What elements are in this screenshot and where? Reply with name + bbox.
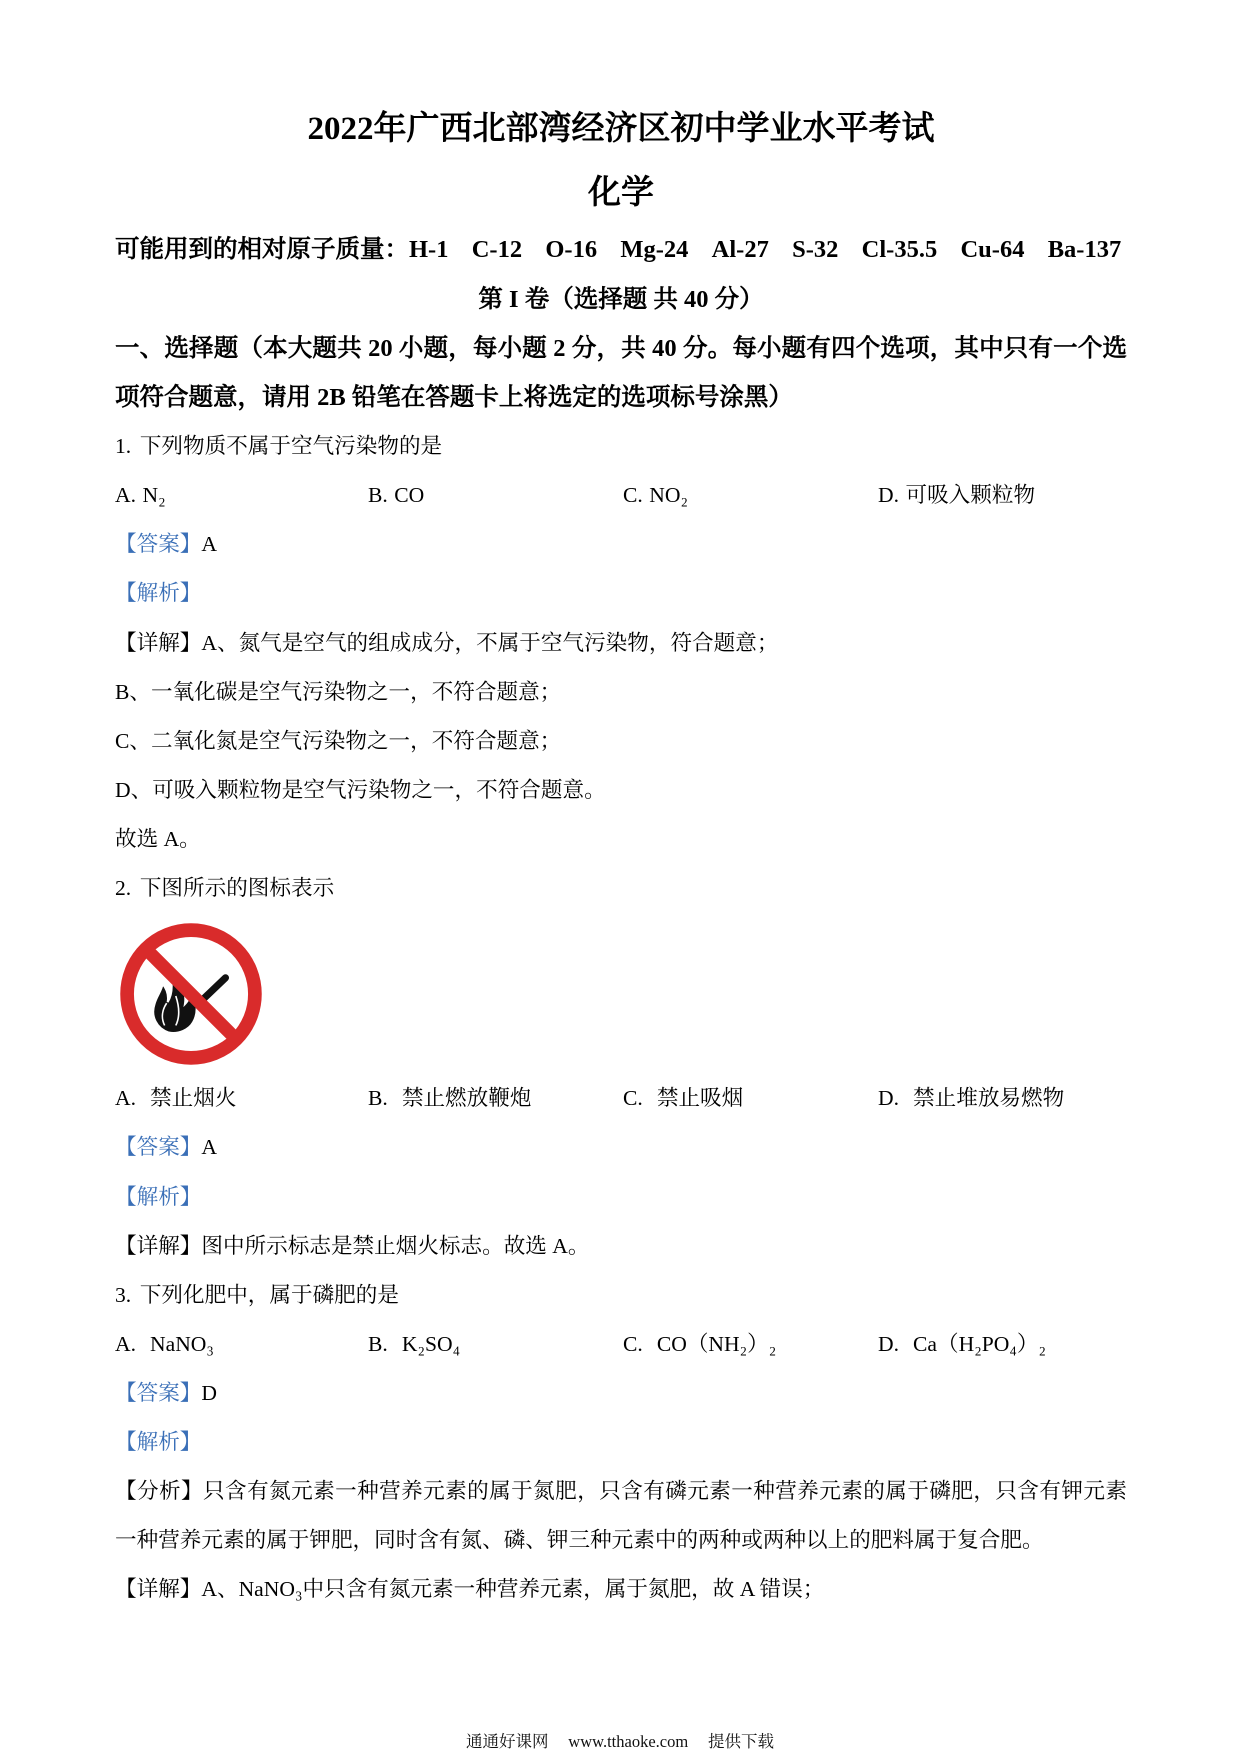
question-1: [115, 422, 1127, 864]
page-footer: [0, 1731, 1240, 1753]
option-d: [878, 1074, 1127, 1123]
option-b: [368, 1320, 623, 1369]
detail-line: C、二氧化氮是空气污染物之一，不符合题意；: [115, 728, 562, 753]
reasoning-label: 【分析】: [115, 1479, 204, 1504]
option-d: [878, 1320, 1127, 1369]
detail-text: A、氮气是空气的组成成分，不属于空气污染物，符合题意；: [201, 630, 779, 655]
option-label: A.: [115, 483, 136, 508]
question-number: 2.: [115, 876, 132, 901]
answer-line: [115, 1123, 1127, 1172]
options-row: [115, 1074, 1127, 1123]
answer-value: A: [201, 1135, 217, 1160]
option-label: A.: [115, 1331, 136, 1356]
analysis-label: 【解析】: [115, 1184, 202, 1209]
option-text: K₂SO₄: [401, 1331, 461, 1356]
answer-label: 【答案】: [115, 532, 202, 557]
detail-line: [115, 1565, 1127, 1614]
detail-line: [115, 1222, 1127, 1271]
option-label: B.: [368, 1331, 388, 1356]
atomic-mass: Mg-24: [620, 236, 689, 263]
reasoning-line: [115, 1467, 1127, 1516]
option-a: [115, 1074, 368, 1123]
exam-title: 2022年广西北部湾经济区初中学业水平考试: [307, 111, 935, 147]
question-number: 3.: [115, 1282, 132, 1307]
option-label: B.: [368, 1086, 388, 1111]
atomic-mass: Cl-35.5: [861, 236, 938, 263]
option-a: [115, 471, 368, 520]
no-fire-sign-icon: [120, 923, 262, 1065]
section-heading: [115, 324, 1127, 422]
question-text: 下列物质不属于空气污染物的是: [139, 434, 443, 459]
option-text: 可吸入颗粒物: [905, 483, 1036, 508]
option-label: D.: [878, 1086, 899, 1111]
atomic-mass: Cu-64: [960, 236, 1025, 263]
footer-url: www.tthaoke.com: [568, 1732, 689, 1751]
atomic-mass: Al-27: [711, 236, 769, 263]
option-text: NO₂: [649, 483, 688, 508]
conclusion-line: 故选 A。: [115, 826, 201, 851]
option-label: B.: [368, 483, 388, 508]
question-stem: [115, 422, 1127, 471]
option-text: 禁止燃放鞭炮: [401, 1086, 532, 1111]
option-text: N₂: [142, 483, 166, 508]
atomic-masses-label: 可能用到的相对原子质量：: [115, 236, 409, 263]
option-text: NaNO₃: [150, 1331, 214, 1356]
question-3: [115, 1271, 1127, 1615]
answer-line: [115, 520, 1127, 569]
atomic-mass: Ba-137: [1047, 236, 1122, 263]
detail-text: A、NaNO₃中只含有氮元素一种营养元素，属于氮肥，故 A 错误；: [201, 1577, 825, 1602]
answer-value: A: [201, 532, 217, 557]
question-number: 1.: [115, 434, 132, 459]
atomic-mass: H-1: [409, 236, 449, 263]
reasoning-text: 只含有氮元素一种营养元素的属于氮肥，只含有磷元素一种营养元素的属于磷肥，只含有钾元素: [203, 1479, 1127, 1504]
atomic-mass: S-32: [792, 236, 839, 263]
analysis-line: [115, 1173, 1127, 1222]
option-label: C.: [623, 1086, 643, 1111]
option-b: [368, 471, 623, 520]
subject-title: 化学: [588, 175, 654, 211]
question-text: 下图所示的图标表示: [139, 876, 335, 901]
option-label: D.: [878, 1331, 899, 1356]
option-text: CO（NH₂）₂: [656, 1331, 777, 1356]
part-heading: 第 I 卷（选择题 共 40 分）: [478, 286, 764, 313]
option-label: D.: [878, 483, 899, 508]
option-a: [115, 1320, 368, 1369]
document-body: [115, 97, 1127, 1614]
footer-suffix: 提供下载: [708, 1732, 774, 1751]
detail-label: 【详解】: [115, 1233, 202, 1258]
option-text: 禁止吸烟: [656, 1086, 744, 1111]
question-stem: [115, 1271, 1127, 1320]
answer-label: 【答案】: [115, 1380, 202, 1405]
option-c: [623, 471, 878, 520]
options-row: [115, 471, 1127, 520]
atomic-mass: O-16: [545, 236, 598, 263]
detail-label: 【详解】: [115, 630, 202, 655]
section-heading-line: 项符合题意，请用 2B 铅笔在答题卡上将选定的选项标号涂黑）: [115, 384, 793, 412]
option-label: A.: [115, 1086, 136, 1111]
option-text: CO: [394, 483, 425, 508]
option-b: [368, 1074, 623, 1123]
detail-line: D、可吸入颗粒物是空气污染物之一，不符合题意。: [115, 777, 606, 802]
answer-line: [115, 1369, 1127, 1418]
option-label: C.: [623, 483, 643, 508]
analysis-line: [115, 1418, 1127, 1467]
option-d: [878, 471, 1127, 520]
answer-value: D: [201, 1380, 217, 1405]
option-c: [623, 1320, 878, 1369]
analysis-label: 【解析】: [115, 1429, 202, 1454]
option-text: 禁止烟火: [150, 1086, 237, 1111]
analysis-label: 【解析】: [115, 581, 202, 606]
footer-site-name: 通通好课网: [466, 1732, 549, 1751]
option-c: [623, 1074, 878, 1123]
reasoning-line: 一种营养元素的属于钾肥，同时含有氮、磷、钾三种元素中的两种或两种以上的肥料属于复合肥。: [115, 1528, 1044, 1553]
answer-label: 【答案】: [115, 1135, 202, 1160]
detail-line: [115, 619, 1127, 668]
detail-line: B、一氧化碳是空气污染物之一，不符合题意；: [115, 679, 562, 704]
atomic-mass: C-12: [471, 236, 523, 263]
question-stem: [115, 864, 1127, 913]
option-text: Ca（H₂PO₄）₂: [913, 1331, 1046, 1356]
detail-text: 图中所示标志是禁止烟火标志。故选 A。: [201, 1233, 590, 1258]
option-text: 禁止堆放易燃物: [913, 1086, 1065, 1111]
question-figure: [115, 913, 1127, 1074]
question-text: 下列化肥中，属于磷肥的是: [139, 1282, 399, 1307]
detail-label: 【详解】: [115, 1577, 202, 1602]
analysis-line: [115, 569, 1127, 618]
option-label: C.: [623, 1331, 643, 1356]
options-row: [115, 1320, 1127, 1369]
question-2: [115, 864, 1127, 1271]
section-heading-line: 一、选择题（本大题共 20 小题，每小题 2 分，共 40 分。每小题有四个选项，其中只有一个选: [115, 335, 1127, 362]
atomic-masses-line: [115, 225, 1127, 275]
